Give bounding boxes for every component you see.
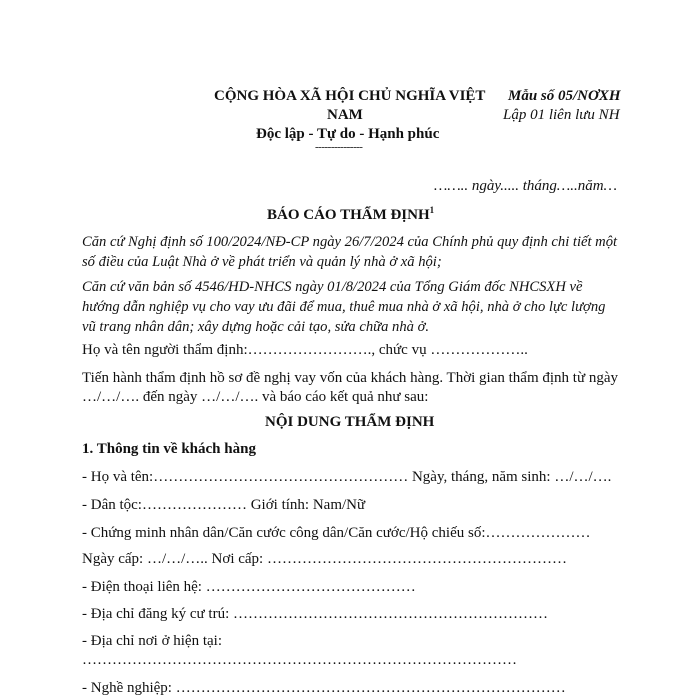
document-title-text: BÁO CÁO THẨM ĐỊNH	[267, 207, 430, 223]
legal-basis-2: Căn cứ văn bản số 4546/HD-NHCS ngày 01/8/2024 của Tổng Giám đốc NHCSXH về hướng dẫn nghiệp vụ cho vay ưu đãi để mua, thuê mua nhà ở xã hội, nhà ở cho lực lượng vũ trang nhân dân; xây dựng hoặc cải tạo, sửa chữa nhà ở.	[82, 279, 606, 335]
legal-basis-1: Căn cứ Nghị định số 100/2024/NĐ-CP ngày 26/7/2024 của Chính phủ quy định chi tiết một số điều của Luật Nhà ở về phát triển và quản lý nhà ở xã hội;	[82, 234, 618, 270]
section-title: NỘI DUNG THẨM ĐỊNH	[265, 414, 435, 430]
field-issue-date-place: Ngày cấp: …/…/….. Nơi cấp: ……………………………………………………	[82, 551, 567, 567]
intro-line-1: Tiến hành thẩm định hồ sơ đề nghị vay vốn của khách hàng. Thời gian thẩm định từ ngày	[82, 370, 619, 386]
field-registered-address: - Địa chỉ đăng ký cư trú: ………………………………………………………	[82, 606, 549, 622]
field-current-address: - Địa chỉ nơi ở hiện tại:	[82, 633, 222, 649]
field-current-address-blank: ……………………………………………………………………………	[82, 652, 517, 668]
intro-line-2: …/…/…. đến ngày …/…/…. và báo cáo kết quả như sau:	[82, 389, 429, 405]
field-id-number: - Chứng minh nhân dân/Căn cước công dân/Căn cước/Hộ chiếu số:…………………	[82, 525, 591, 541]
document-title	[267, 205, 434, 224]
national-motto: Độc lập - Tự do - Hạnh phúc	[256, 126, 440, 142]
country-name-line1: CỘNG HÒA XÃ HỘI CHỦ NGHĨA VIỆT	[214, 88, 486, 104]
form-code: Mẫu số 05/NƠXH	[508, 88, 621, 104]
subsection-title: 1. Thông tin về khách hàng	[82, 441, 256, 457]
country-name-line2: NAM	[327, 107, 363, 123]
date-line: …….. ngày..... tháng…..năm…	[434, 178, 617, 194]
field-full-name: - Họ và tên:…………………………………………… Ngày, tháng, năm sinh: …/…/….	[82, 469, 612, 485]
title-footnote-marker: 1	[429, 205, 435, 215]
form-copy-note: Lập 01 liên lưu NH	[503, 107, 620, 123]
field-occupation: - Nghề nghiệp: ……………………………………………………………………	[82, 680, 566, 696]
motto-underline: ---------------	[315, 141, 363, 153]
appraiser-line: Họ và tên người thẩm định:……………………., chức vụ ………………..	[82, 342, 528, 358]
field-ethnicity-gender: - Dân tộc:………………… Giới tính: Nam/Nữ	[82, 497, 366, 513]
field-phone: - Điện thoại liên hệ: ……………………………………	[82, 579, 416, 595]
